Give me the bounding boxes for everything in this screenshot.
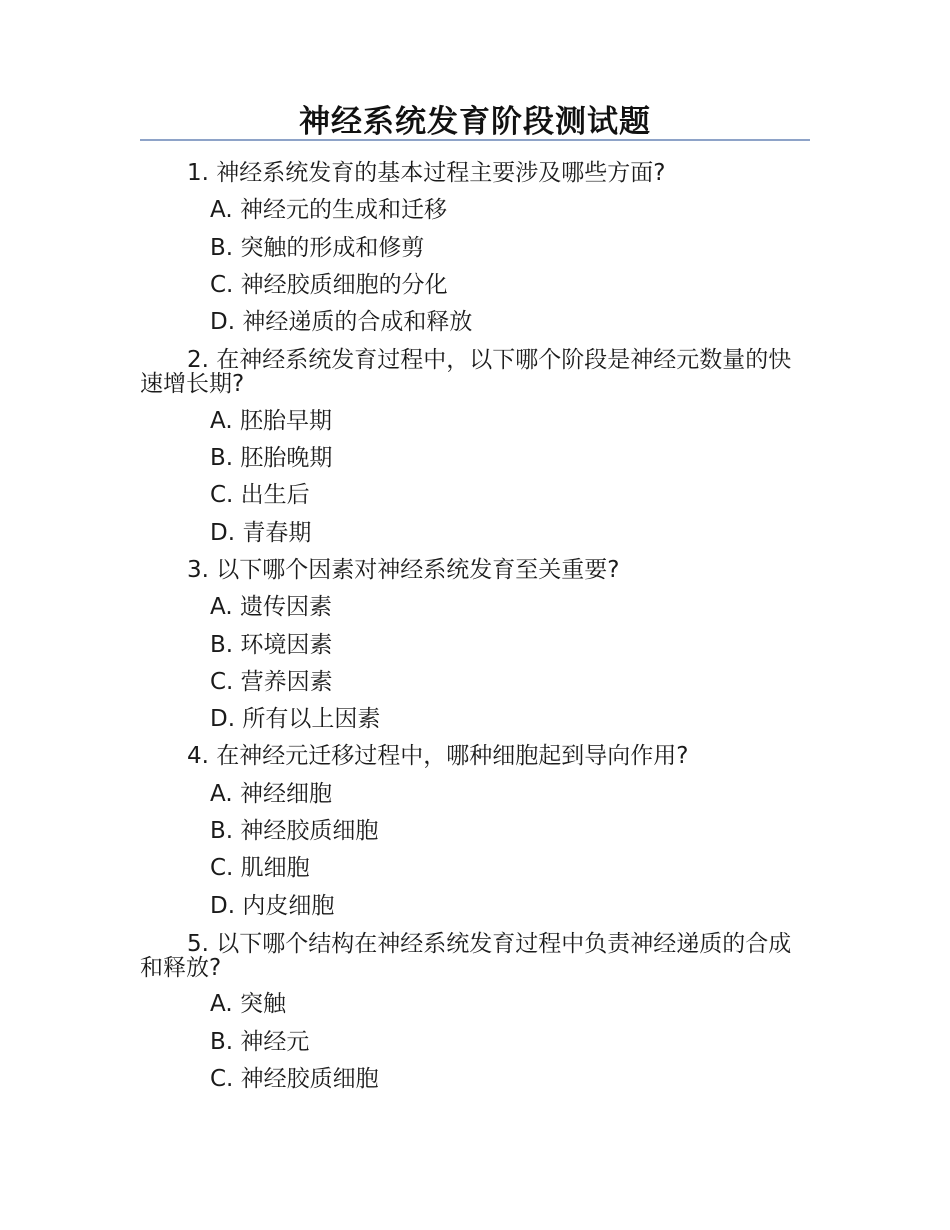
option-b: B. 神经胶质细胞	[210, 818, 379, 845]
question-text: 5. 以下哪个结构在神经系统发育过程中负责神经递质的合成和释放?	[140, 930, 792, 981]
question-text: 3. 以下哪个因素对神经系统发育至关重要?	[187, 556, 620, 583]
title-underline	[140, 139, 810, 141]
question-3	[140, 552, 812, 738]
option-a: A. 神经元的生成和迁移	[210, 197, 447, 224]
option-b: B. 环境因素	[210, 631, 333, 658]
question-text: 4. 在神经元迁移过程中，哪种细胞起到导向作用?	[187, 743, 689, 770]
option-b: B. 神经元	[210, 1028, 310, 1055]
option-d: D. 所有以上因素	[210, 706, 381, 733]
option-d: D. 青春期	[210, 519, 312, 546]
question-text: 1. 神经系统发育的基本过程主要涉及哪些方面?	[187, 160, 666, 186]
question-2	[140, 341, 812, 551]
document-title: 神经系统发育阶段测试题	[299, 104, 651, 140]
option-d: D. 内皮细胞	[210, 892, 335, 919]
option-d: D. 神经递质的合成和释放	[210, 309, 473, 336]
question-1	[140, 155, 812, 341]
option-b: B. 突触的形成和修剪	[210, 234, 425, 261]
option-a: A. 遗传因素	[210, 594, 332, 621]
question-5	[140, 925, 812, 1098]
question-list	[140, 155, 812, 1098]
option-c: C. 神经胶质细胞	[210, 1065, 379, 1092]
option-c: C. 出生后	[210, 482, 310, 509]
option-b: B. 胚胎晚期	[210, 445, 333, 472]
option-a: A. 胚胎早期	[210, 407, 332, 434]
question-4	[140, 738, 812, 924]
option-a: A. 突触	[210, 991, 286, 1018]
option-c: C. 神经胶质细胞的分化	[210, 271, 448, 298]
option-a: A. 神经细胞	[210, 780, 332, 807]
option-c: C. 肌细胞	[210, 855, 310, 882]
option-c: C. 营养因素	[210, 668, 333, 695]
question-text: 2. 在神经系统发育过程中，以下哪个阶段是神经元数量的快速增长期?	[140, 347, 792, 398]
